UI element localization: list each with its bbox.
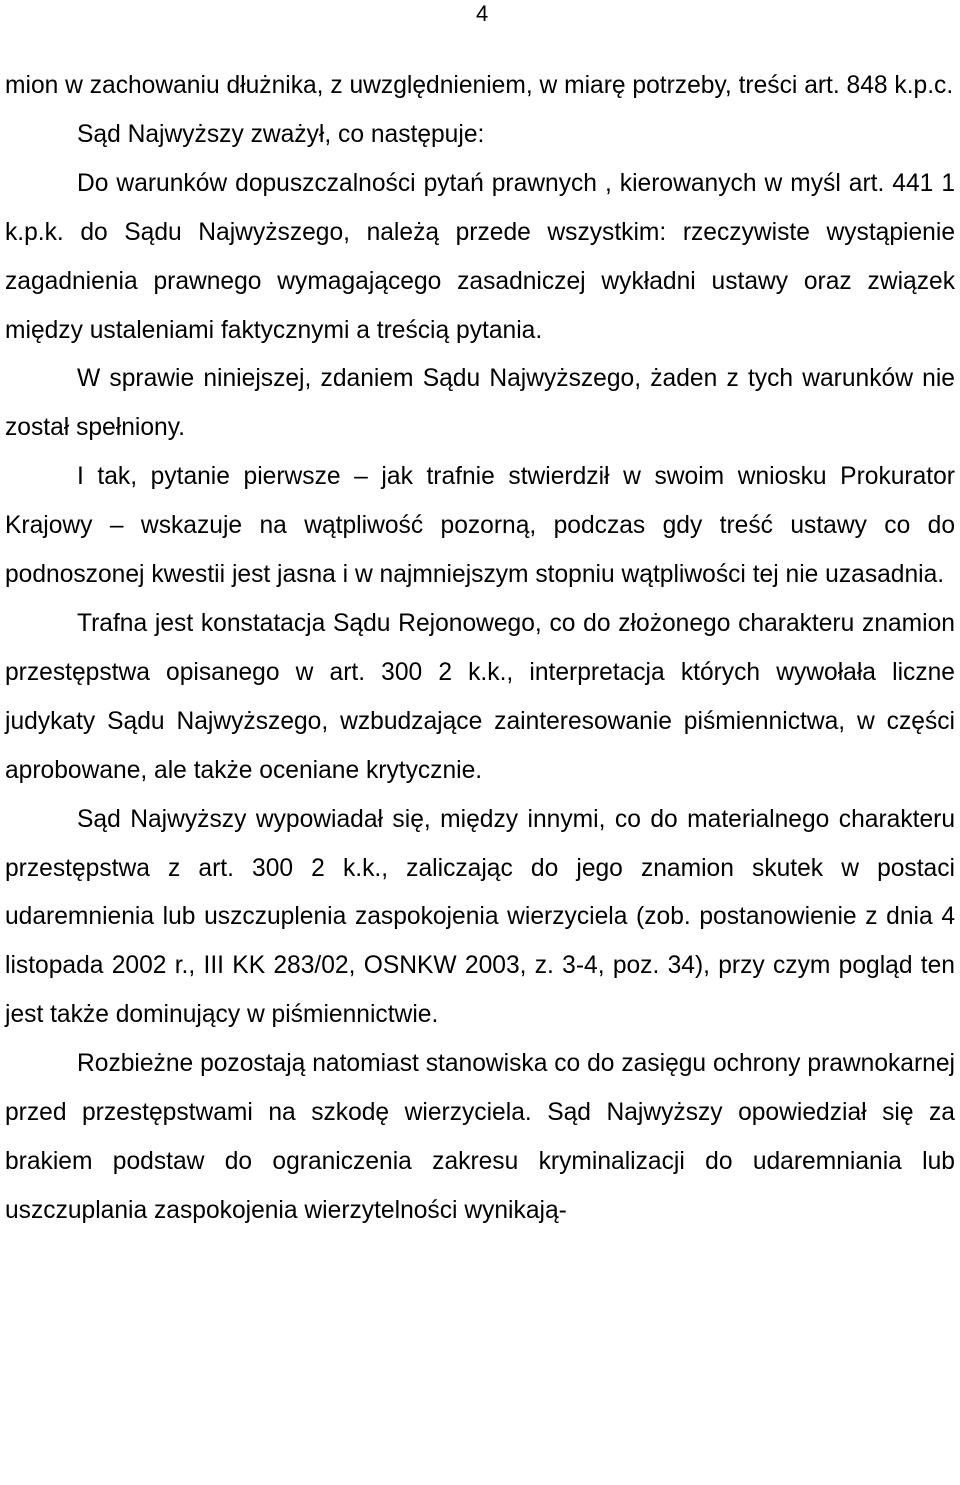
paragraph-continuation: mion w zachowaniu dłużnika, z uwzględnieniem, w miarę potrzeby, treści art. 848 k.p.c. bbox=[5, 72, 954, 99]
paragraph-first-question: I tak, pytanie pierwsze – jak trafnie stwierdził w swoim wniosku Prokurator Krajowy – wskazuje na wątpliwość pozorną, podczas gdy treść ustawy co do podnoszonej kwestii jest jasna i w najmniejszym stopniu wątpliwości tej nie uzasadnia. bbox=[5, 463, 955, 589]
paragraph-supreme-court-opinion: Sąd Najwyższy wypowiadał się, między innymi, co do materialnego charakteru przestępstwa z art. 300 2 k.k., zaliczając do jego znamion skutek w postaci udaremnienia lub uszczuplenia zaspokojenia wierzyciela (zob. postanowienie z dnia 4 listopada 2002 r., III KK 283/02, OSNKW 2003, z. 3-4, poz. 34), przy czym pogląd ten jest także dominujący w piśmiennictwie. bbox=[5, 805, 955, 1029]
page-number: 4 bbox=[476, 1, 489, 26]
paragraph-divergent-positions: Rozbieżne pozostają natomiast stanowiska co do zasięgu ochrony prawnokarnej przed przestępstwami na szkodę wierzyciela. Sąd Najwyższy opowiedział się za brakiem podstaw do ograniczenia zakresu kryminalizacji do udaremniania lub uszczuplania zaspokojenia wierzytelności wynikają- bbox=[5, 1050, 955, 1224]
body-text bbox=[5, 62, 955, 1236]
paragraph-district-court-statement: Trafna jest konstatacja Sądu Rejonowego, co do złożonego charakteru znamion przestępstwa opisanego w art. 300 2 k.k., interpretacja których wywołała liczne judykaty Sądu Najwyższego, wzbudzające zainteresowanie piśmiennictwa, w części aprobowane, ale także oceniane krytycznie. bbox=[5, 609, 955, 784]
paragraph-court-considered: Sąd Najwyższy zważył, co następuje: bbox=[77, 120, 485, 148]
paragraph-conditions-not-met: W sprawie niniejszej, zdaniem Sądu Najwyższego, żaden z tych warunków nie został spełniony. bbox=[5, 365, 955, 442]
paragraph-admissibility-conditions: Do warunków dopuszczalności pytań prawnych , kierowanych w myśl art. 441 1 k.p.k. do Sądu Najwyższego, należą przede wszystkim: rzeczywiste wystąpienie zagadnienia prawnego wymagającego zasadniczej wykładni ustawy oraz związek między ustaleniami faktycznymi a treścią pytania. bbox=[5, 169, 955, 344]
